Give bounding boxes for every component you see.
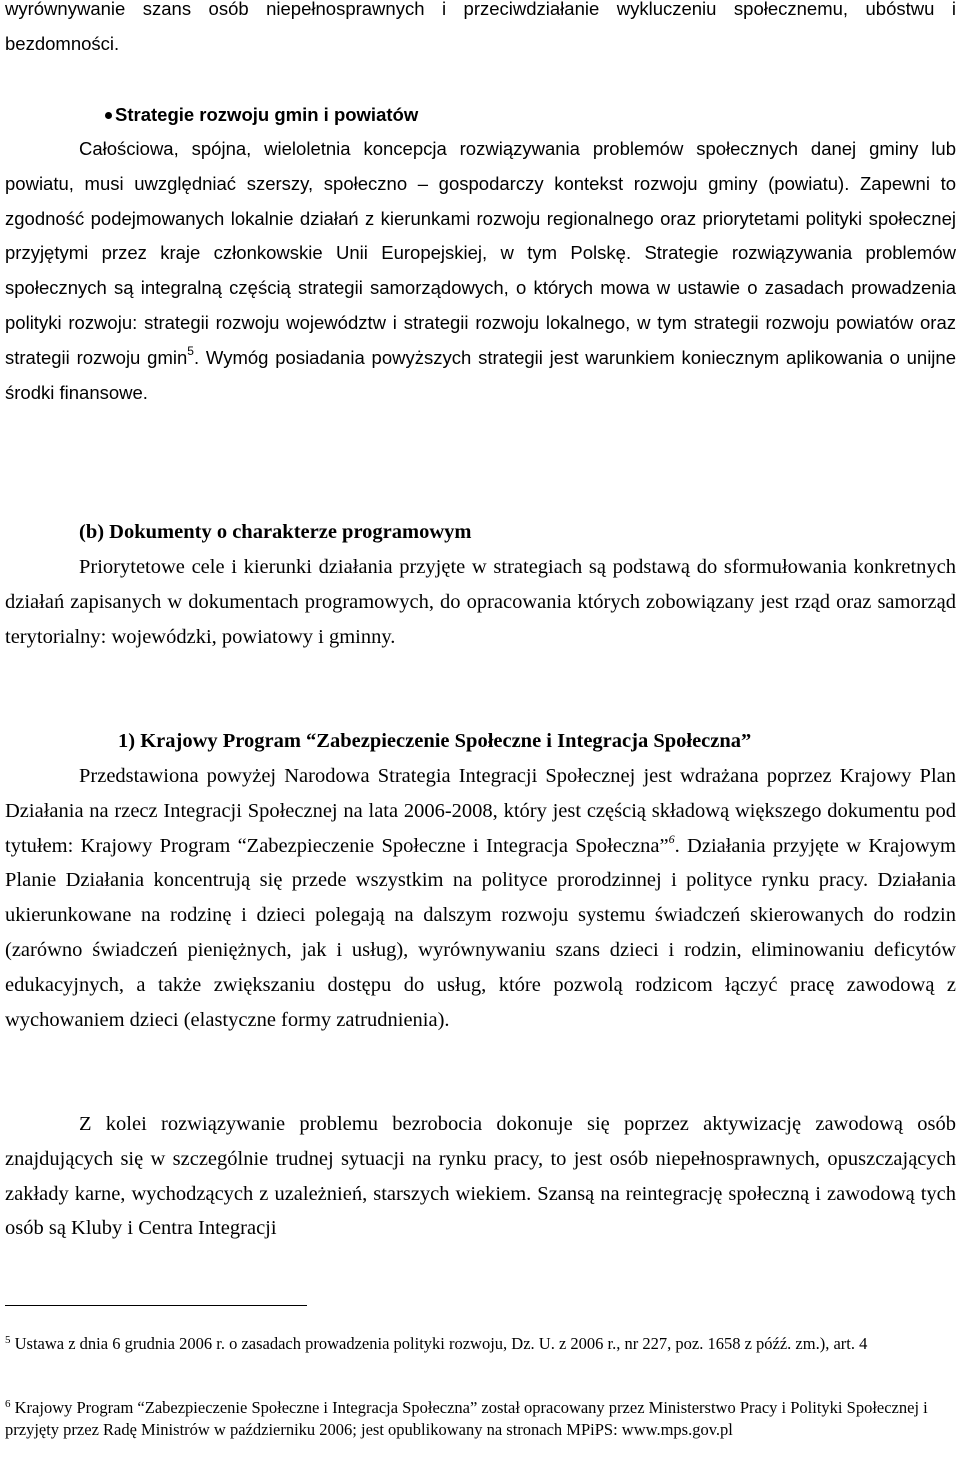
strategies-heading-text: Strategie rozwoju gmin i powiatów xyxy=(115,104,419,125)
footnote-ref-6[interactable]: 6 xyxy=(668,831,675,846)
strategies-text-part1: Całościowa, spójna, wieloletnia koncepcja rozwiązywania problemów społecznych danej gminy lub powiatu, musi uwzględniać szerszy, społeczno – gospodarczy kontekst rozwoju gminy (powiatu). Zapewni to zgodność podejmowanych lokalnie działań z kierunkami rozwoju regionalnego oraz priorytetami polityki społecznej przyjętymi przez kraje członkowskie Unii Europejskiej, w tym Polskę. Strategie rozwiązywania problemów społecznych są integralną częścią strategii samorządowych, o których mowa w ustawie o zasadach prowadzenia polityki rozwoju: strategii rozwoju województw i strategii rozwoju lokalnego, w tym strategii rozwoju powiatów oraz strategii rozwoju gmin xyxy=(5,138,956,368)
section-1-paragraph-2 xyxy=(5,1107,956,1246)
strategies-text-part2: . Wymóg posiadania powyższych strategii jest warunkiem koniecznym aplikowania o unijne środki finansowe. xyxy=(5,346,956,403)
strategies-heading xyxy=(115,98,418,133)
footnote-6 xyxy=(5,1397,956,1441)
footnote-6-number: 6 xyxy=(5,1398,11,1410)
section-1-heading: 1) Krajowy Program “Zabezpieczenie Społeczne i Integracja Społeczna” xyxy=(118,730,752,752)
section-b-text: Priorytetowe cele i kierunki działania przyjęte w strategiach są podstawą do sformułowania konkretnych działań zapisanych w dokumentach programowych, do opracowania których zobowiązany jest rząd oraz samorząd terytorialny: wojewódzki, powiatowy i gminny. xyxy=(5,556,956,648)
footnote-ref-5[interactable]: 5 xyxy=(187,343,194,358)
section-b-paragraph xyxy=(5,550,956,654)
bullet-icon xyxy=(105,112,112,119)
footnote-5-text: Ustawa z dnia 6 grudnia 2006 r. o zasadach prowadzenia polityki rozwoju, Dz. U. z 2006 r., nr 227, poz. 1658 z późź. zm.), art. 4 xyxy=(14,1334,868,1353)
footnote-5-number: 5 xyxy=(5,1334,11,1346)
section-1-para2: Z kolei rozwiązywanie problemu bezrobocia dokonuje się poprzez aktywizację zawodową osób znajdujących się w szczególnie trudnej sytuacji na rynku pracy, to jest osób niepełnosprawnych, opuszczających zakłady karne, wychodzących z uzależnień, starszych wiekiem. Szansą na reintegrację społeczną i zawodową tych osób są Kluby i Centra Integracji xyxy=(5,1113,956,1240)
strategies-paragraph xyxy=(5,132,956,410)
section-1-para1-part1: Przedstawiona powyżej Narodowa Strategia Integracji Społecznej jest wdrażana poprzez Krajowy Plan Działania na rzecz Integracji Społecznej na lata 2006-2008, który jest częścią składową większego dokumentu pod tytułem: Krajowy Program “Zabezpieczenie Społeczne i Integracja Społeczna” xyxy=(5,765,956,857)
section-1-paragraph-1 xyxy=(5,759,956,1037)
intro-paragraph xyxy=(5,0,956,62)
footnote-separator xyxy=(5,1305,307,1306)
section-1-para1-part2: . Działania przyjęte w Krajowym Planie Działania koncentrują się przede wszystkim na polityce prorodzinnej i polityce rynku pracy. Działania ukierunkowane na rodzinę i dzieci polegają na dalszym rozwoju systemu świadczeń skierowanych do rodzin (zarówno świadczeń pieniężnych, jak i usług), wyrównywaniu szans dzieci i rodzin, eliminowaniu deficytów edukacyjnych, a także zwiększaniu dostępu do usług, które pozwolą rodzicom łączyć pracę zawodową z wychowaniem dzieci (elastyczne formy zatrudnienia). xyxy=(5,834,957,1031)
section-b-heading: (b) Dokumenty o charakterze programowym xyxy=(79,521,472,543)
footnote-5 xyxy=(5,1333,956,1355)
intro-text: wyrównywanie szans osób niepełnosprawnych i przeciwdziałanie wykluczeniu społecznemu, ubóstwu i bezdomności. xyxy=(5,0,956,54)
footnote-6-text: Krajowy Program “Zabezpieczenie Społeczne i Integracja Społeczna” został opracowany przez Ministerstwo Pracy i Polityki Społecznej i przyjęty przez Radę Ministrów w październiku 2006; jest opublikowany na stronach MPiPS: www.mps.gov.pl xyxy=(5,1398,928,1439)
